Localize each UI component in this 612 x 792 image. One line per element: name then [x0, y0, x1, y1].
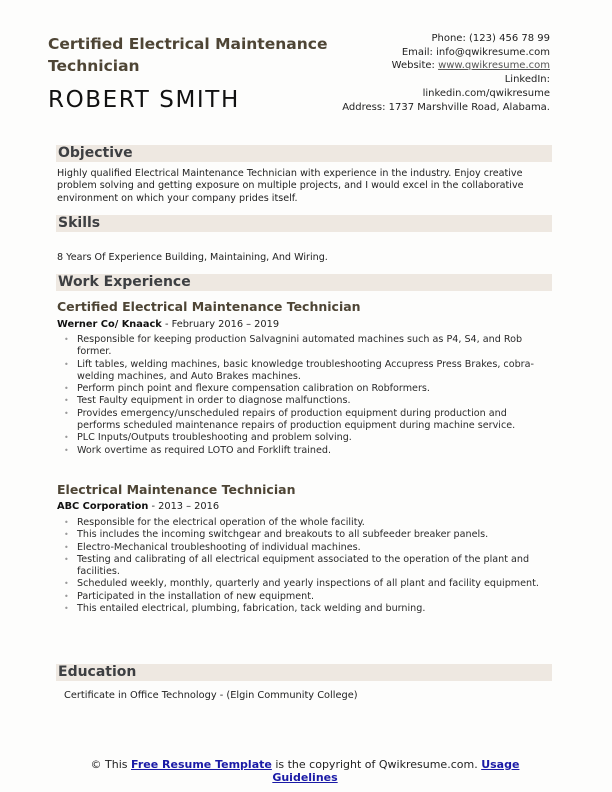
- objective-text: Highly qualified Electrical Maintenance Technician with experience in the industry. Enjoy creative problem solving and getting exposure on multiple projects, and I would excel in the collaborative environment on which your company prides itself.: [57, 168, 524, 204]
- section-heading-skills: Skills: [56, 215, 552, 232]
- list-item: • Lift tables, welding machines, basic knowledge troubleshooting Accupress Press Brakes, cobra-welding machines, and Auto Brakes machines.: [62, 359, 552, 384]
- contact-email: [320, 46, 550, 60]
- list-item: • Test Faulty equipment in order to diagnose malfunctions.: [62, 395, 552, 407]
- list-item: • This entailed electrical, plumbing, fabrication, tack welding and burning.: [62, 603, 552, 615]
- job-2-role: Electrical Maintenance Technician: [57, 482, 296, 497]
- job-1-company: Werner Co/ Knaack: [57, 319, 162, 330]
- contact-phone: [320, 32, 550, 46]
- job-2-company: ABC Corporation: [57, 501, 149, 512]
- email-label: Email:: [401, 46, 433, 58]
- job-1-bullets: [62, 334, 552, 457]
- candidate-name: ROBERT SMITH: [48, 87, 240, 113]
- list-item: • Responsible for the electrical operation of the whole facility.: [62, 517, 552, 529]
- list-item: • Testing and calibrating of all electrical equipment associated to the operation of the plant and facilities.: [62, 554, 552, 579]
- usage-guidelines-link[interactable]: Usage Guidelines: [272, 758, 520, 784]
- footer-prefix: © This: [90, 758, 132, 771]
- education-entry: Certificate in Office Technology - (Elgin Community College): [64, 690, 358, 701]
- contact-block: [320, 32, 550, 114]
- list-item: • Work overtime as required LOTO and Forklift trained.: [62, 445, 552, 457]
- job-1-role: Certified Electrical Maintenance Technician: [57, 299, 361, 314]
- contact-linkedin: linkedin.com/qwikresume: [422, 87, 550, 99]
- contact-address: [320, 101, 550, 115]
- footer-middle: is the copyright of Qwikresume.com.: [271, 758, 482, 771]
- resume-job-title: Certified Electrical Maintenance Technician: [48, 35, 328, 75]
- address-value: 1737 Marshville Road, Alabama.: [388, 101, 550, 113]
- list-item: • Participated in the installation of new equipment.: [62, 591, 552, 603]
- contact-website: [320, 59, 550, 73]
- contact-linkedin-label: LinkedIn:: [504, 74, 550, 86]
- list-item: • PLC Inputs/Outputs troubleshooting and problem solving.: [62, 432, 552, 444]
- phone-value: (123) 456 78 99: [469, 33, 550, 44]
- copyright-footer: [80, 758, 530, 784]
- list-item: • Perform pinch point and flexure compensation calibration on Robformers.: [62, 383, 552, 395]
- list-item: • This includes the incoming switchgear and breakouts to all subfeeder breaker panels.: [62, 529, 552, 541]
- skills-text: 8 Years Of Experience Building, Maintaining, And Wiring.: [57, 252, 328, 263]
- address-label: Address:: [342, 101, 386, 113]
- list-item: • Responsible for keeping production Salvagnini automated machines such as P4, S4, and Rob former.: [62, 334, 552, 359]
- list-item: • Electro-Mechanical troubleshooting of individual machines.: [62, 542, 552, 554]
- section-heading-work-experience: Work Experience: [56, 274, 552, 291]
- job-2-bullets: [62, 517, 552, 615]
- section-heading-objective: Objective: [56, 145, 552, 162]
- email-value: info@qwikresume.com: [436, 46, 550, 58]
- website-link[interactable]: www.qwikresume.com: [438, 60, 550, 72]
- job-1-dates: - February 2016 – 2019: [161, 319, 280, 330]
- list-item: • Provides emergency/unscheduled repairs of production equipment during production and performs scheduled maintenance repairs of production equipment during machine service.: [62, 408, 552, 433]
- job-2-company-line: [57, 501, 219, 512]
- website-label: Website:: [391, 60, 435, 72]
- free-resume-template-link[interactable]: Free Resume Template: [131, 758, 272, 771]
- job-2-dates: - 2013 – 2016: [148, 501, 220, 512]
- list-item: • Scheduled weekly, monthly, quarterly and yearly inspections of all plant and facility equipment.: [62, 578, 552, 590]
- phone-label: Phone:: [431, 33, 466, 44]
- job-1-company-line: [57, 319, 279, 330]
- section-heading-education: Education: [56, 664, 552, 681]
